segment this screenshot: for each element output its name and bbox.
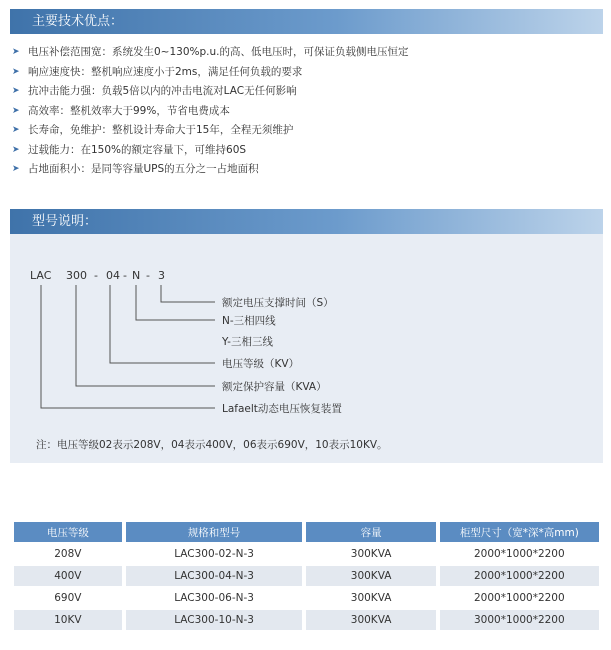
label-device-name: Lafaelt动态电压恢复装置 — [222, 403, 342, 415]
table-cell: LAC300-04-N-3 — [126, 566, 303, 586]
table-row — [14, 544, 599, 564]
column-header: 电压等级 — [14, 522, 122, 542]
column-header: 柜型尺寸（宽*深*高mm) — [440, 522, 599, 542]
list-item — [12, 160, 602, 180]
label-support-time: 额定电压支撑时间（S） — [222, 297, 334, 309]
table-cell: LAC300-02-N-3 — [174, 548, 254, 560]
label-three-wire: Y-三相三线 — [222, 336, 273, 348]
table-cell: 300KVA — [350, 592, 392, 604]
model-code-diagram — [10, 234, 603, 463]
table-cell: 300KVA — [350, 548, 392, 560]
advantage-text: 占地面积小：是同等容量UPS的五分之一占地面积 — [28, 163, 259, 175]
code-separator: - — [94, 269, 98, 282]
list-item — [12, 82, 602, 102]
table-cell: LAC300-10-N-3 — [126, 610, 303, 630]
table-cell: 400V — [14, 566, 122, 586]
table-cell: 2000*1000*2200 — [440, 566, 599, 586]
chevron-right-icon: ➤ — [12, 105, 20, 116]
label-four-wire: N-三相四线 — [222, 315, 276, 327]
spec-table — [10, 520, 603, 632]
chevron-right-icon: ➤ — [12, 66, 20, 77]
advantage-text: 电压补偿范围宽：系统发生0~130%p.u.的高、低电压时，可保证负载侧电压恒定 — [28, 46, 409, 58]
advantage-text: 响应速度快：整机响应速度小于2ms，满足任何负载的要求 — [28, 65, 303, 78]
leader-line-voltage — [110, 285, 215, 363]
advantage-text: 高效率：整机效率大于99%，节省电费成本 — [28, 104, 230, 117]
list-item — [12, 121, 602, 141]
code-part-wiring: N — [132, 269, 141, 282]
table-cell: 2000*1000*2200 — [474, 548, 565, 560]
model-diagram-panel — [10, 234, 603, 463]
advantages-title-bar — [10, 9, 603, 34]
leader-line-time — [161, 285, 215, 302]
table-row — [14, 610, 599, 630]
advantage-text: 长寿命，免维护：整机设计寿命大于15年，全程无须维护 — [28, 124, 294, 136]
model-title: 型号说明： — [32, 214, 98, 229]
chevron-right-icon: ➤ — [12, 47, 20, 57]
table-cell: 3000*1000*2200 — [440, 610, 599, 630]
code-part-time: 3 — [158, 269, 165, 282]
label-rated-capacity: 额定保护容量（KVA） — [222, 381, 327, 393]
code-part-series: LAC — [30, 269, 52, 282]
table-cell: 690V — [54, 592, 82, 604]
leader-line-series — [41, 285, 215, 408]
list-item — [12, 141, 602, 161]
column-header: 规格和型号 — [126, 522, 303, 542]
chevron-right-icon: ➤ — [12, 164, 20, 174]
table-cell: 300KVA — [306, 566, 435, 586]
code-separator: - — [146, 269, 150, 282]
code-part-voltage: 04 — [106, 269, 120, 282]
chevron-right-icon: ➤ — [12, 144, 20, 155]
advantages-title: 主要技术优点： — [32, 14, 124, 29]
table-cell: 10KV — [14, 610, 122, 630]
table-cell: LAC300-06-N-3 — [174, 592, 254, 604]
leader-line-capacity — [76, 285, 215, 386]
advantages-list — [12, 43, 602, 180]
code-separator: - — [123, 269, 127, 282]
label-voltage-level: 电压等级（KV） — [222, 358, 300, 370]
list-item — [12, 43, 602, 63]
chevron-right-icon: ➤ — [12, 86, 20, 96]
table-cell: 300KVA — [306, 610, 435, 630]
table-cell: 2000*1000*2200 — [474, 592, 565, 604]
list-item — [12, 63, 602, 83]
model-title-bar — [10, 209, 603, 234]
advantage-text: 抗冲击能力强：负载5倍以内的冲击电流对LAC无任何影响 — [28, 85, 297, 97]
table-row — [14, 588, 599, 608]
advantage-text: 过载能力：在150%的额定容量下，可维持60S — [28, 143, 247, 156]
chevron-right-icon: ➤ — [12, 125, 20, 135]
model-note: 注：电压等级02表示208V，04表示400V，06表示690V，10表示10KV。 — [36, 439, 388, 451]
list-item — [12, 102, 602, 122]
table-row — [14, 566, 599, 586]
table-cell: 208V — [54, 548, 82, 560]
column-header: 容量 — [306, 522, 435, 542]
code-part-capacity: 300 — [66, 269, 87, 282]
table-header-row — [14, 522, 599, 542]
